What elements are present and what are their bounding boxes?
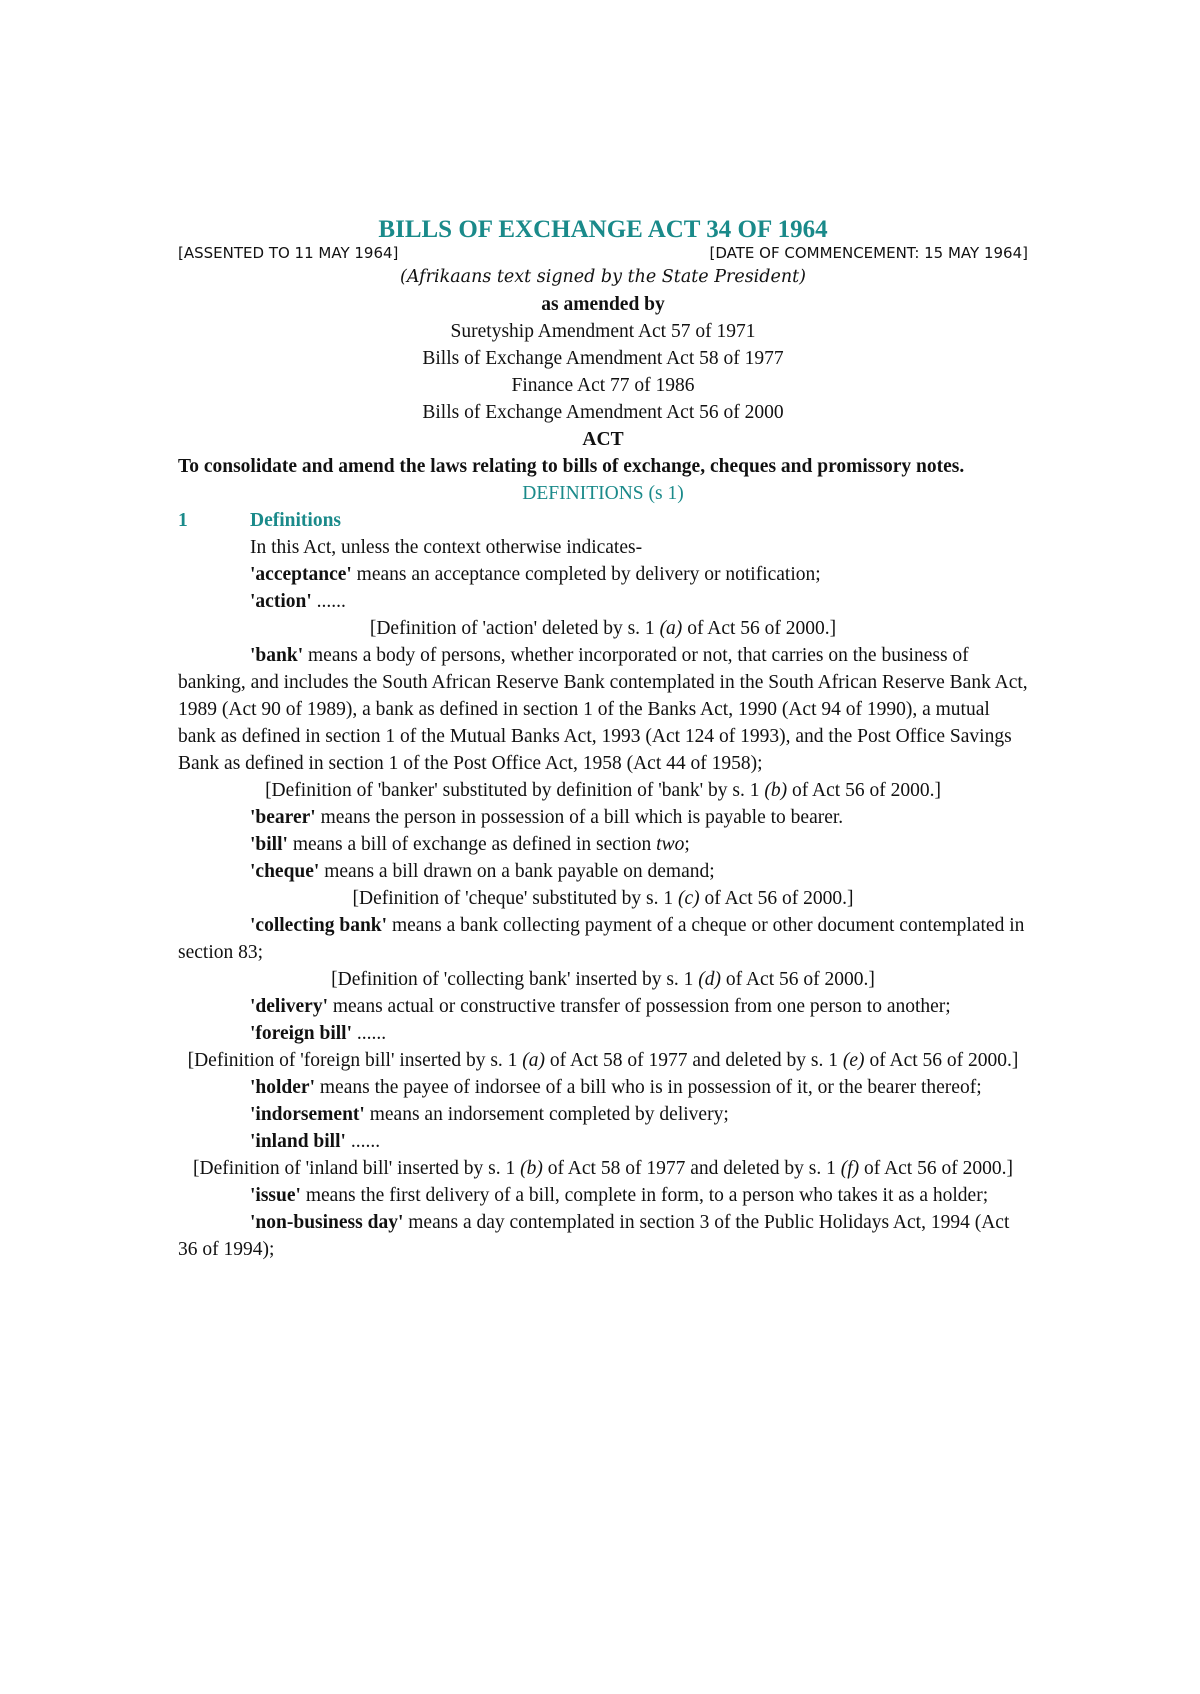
definition-text: means an acceptance completed by delivery or notification; [351, 564, 821, 585]
definition-text: means a body of persons, whether incorporated or not, that carries on the business of banking, and includes the South African Reserve Bank contemplated in the South African Reserve Bank Act, 1989 (Act 90 of 1989), a bank as defined in section 1 of the Banks Act, 1990 (Act 94 of 1990), a mutual bank as defined in section 1 of the Mutual Banks Act, 1993 (Act 124 of 1993), and the Post Office Savings Bank as defined in section 1 of the Post Office Act, 1958 (Act 44 of 1958); [178, 645, 1028, 774]
note-letter: (e) [842, 1050, 865, 1071]
document-page [178, 214, 1028, 1263]
definition-text: means an indorsement completed by delivery; [364, 1104, 729, 1125]
amendment-note [178, 615, 1028, 642]
definition-issue [178, 1182, 1028, 1209]
defined-term: 'acceptance' [250, 564, 352, 585]
amendment-note [178, 966, 1028, 993]
definition-text: means a bank collecting payment of a cheque or other document contemplated in section 83; [178, 915, 1025, 963]
defined-term: 'indorsement' [250, 1104, 365, 1125]
definition-bank [178, 642, 1028, 777]
definition-text: means actual or constructive transfer of possession from one person to another; [327, 996, 951, 1017]
note-text: [Definition of 'inland bill' inserted by s. 1 [193, 1158, 521, 1179]
amendment-note [178, 777, 1028, 804]
note-text: of Act 56 of 2000.] [864, 1050, 1019, 1071]
note-text: [Definition of 'foreign bill' inserted by s. 1 [187, 1050, 523, 1071]
amended-by-label: as amended by [541, 294, 665, 315]
definition-text: means the person in possession of a bill which is payable to bearer. [315, 807, 844, 828]
amendment-item: Suretyship Amendment Act 57 of 1971 [450, 321, 756, 342]
definition-foreign-bill [178, 1020, 1028, 1047]
amendment-note [178, 1155, 1028, 1182]
definition-text: means a bill drawn on a bank payable on demand; [319, 861, 715, 882]
note-text: of Act 56 of 2000.] [859, 1158, 1013, 1179]
note-letter: (b) [764, 780, 788, 801]
definition-collecting-bank [178, 912, 1028, 966]
note-text: [Definition of 'action' deleted by s. 1 [369, 618, 660, 639]
note-text: of Act 58 of 1977 and deleted by s. 1 [545, 1050, 843, 1071]
definition-text: means the first delivery of a bill, complete in form, to a person who takes it as a holder; [300, 1185, 989, 1206]
amendment-item: Bills of Exchange Amendment Act 58 of 1977 [422, 348, 784, 369]
act-label: ACT [582, 429, 624, 450]
commencement-date: [DATE OF COMMENCEMENT: 15 MAY 1964] [709, 244, 1028, 262]
note-text: of Act 56 of 2000.] [721, 969, 875, 990]
note-text: of Act 56 of 2000.] [682, 618, 837, 639]
definition-text: ...... [345, 1131, 381, 1152]
definition-inland-bill [178, 1128, 1028, 1155]
definition-text: ...... [311, 591, 346, 612]
defined-term: 'foreign bill' [250, 1023, 353, 1044]
defined-term: 'holder' [250, 1077, 316, 1098]
note-letter: (d) [698, 969, 722, 990]
part-heading: DEFINITIONS (s 1) [522, 483, 684, 504]
amendment-note [178, 885, 1028, 912]
defined-term: 'bill' [250, 834, 288, 855]
note-letter: (a) [522, 1050, 546, 1071]
section-heading [178, 507, 1028, 534]
definition-text: ; [684, 834, 690, 855]
definition-bearer [178, 804, 1028, 831]
note-letter: (c) [678, 888, 700, 909]
amendment-note [178, 1047, 1028, 1074]
definition-text: ...... [352, 1023, 387, 1044]
definition-italic: two [656, 834, 685, 855]
definition-bill [178, 831, 1028, 858]
note-text: [Definition of 'collecting bank' inserted by s. 1 [331, 969, 699, 990]
note-letter: (a) [659, 618, 683, 639]
defined-term: 'non-business day' [250, 1212, 404, 1233]
definition-delivery [178, 993, 1028, 1020]
assented-date: [ASSENTED TO 11 MAY 1964] [178, 244, 399, 262]
definition-text: means a day contemplated in section 3 of the Public Holidays Act, 1994 (Act 36 of 1994); [178, 1212, 1010, 1260]
defined-term: 'collecting bank' [250, 915, 388, 936]
note-letter: (b) [520, 1158, 543, 1179]
defined-term: 'issue' [250, 1185, 301, 1206]
note-text: [Definition of 'cheque' substituted by s. 1 [352, 888, 678, 909]
section-number: 1 [178, 510, 188, 531]
note-text: of Act 56 of 2000.] [787, 780, 941, 801]
definition-text: means the payee of indorsee of a bill who is in possession of it, or the bearer thereof; [315, 1077, 982, 1098]
defined-term: 'action' [250, 591, 312, 612]
defined-term: 'delivery' [250, 996, 328, 1017]
definition-indorsement [178, 1101, 1028, 1128]
act-title: BILLS OF EXCHANGE ACT 34 OF 1964 [378, 216, 828, 243]
definition-cheque [178, 858, 1028, 885]
defined-term: 'bearer' [250, 807, 316, 828]
defined-term: 'bank' [250, 645, 304, 666]
definition-holder [178, 1074, 1028, 1101]
afrikaans-note: (Afrikaans text signed by the State President) [400, 267, 806, 287]
defined-term: 'inland bill' [250, 1131, 346, 1152]
amendment-item: Finance Act 77 of 1986 [511, 375, 695, 396]
defined-term: 'cheque' [250, 861, 320, 882]
definition-action [178, 588, 1028, 615]
note-text: of Act 56 of 2000.] [699, 888, 854, 909]
long-title: To consolidate and amend the laws relating to bills of exchange, cheques and promissory notes. [178, 456, 965, 477]
definition-non-business-day [178, 1209, 1028, 1263]
note-text: of Act 58 of 1977 and deleted by s. 1 [542, 1158, 841, 1179]
section-title: Definitions [250, 510, 342, 531]
note-letter: (f) [840, 1158, 860, 1179]
amendment-item: Bills of Exchange Amendment Act 56 of 2000 [422, 402, 784, 423]
definition-acceptance [178, 561, 1028, 588]
intro-text: In this Act, unless the context otherwise indicates- [250, 537, 643, 558]
note-text: [Definition of 'banker' substituted by definition of 'bank' by s. 1 [265, 780, 765, 801]
definition-text: means a bill of exchange as defined in section [287, 834, 657, 855]
